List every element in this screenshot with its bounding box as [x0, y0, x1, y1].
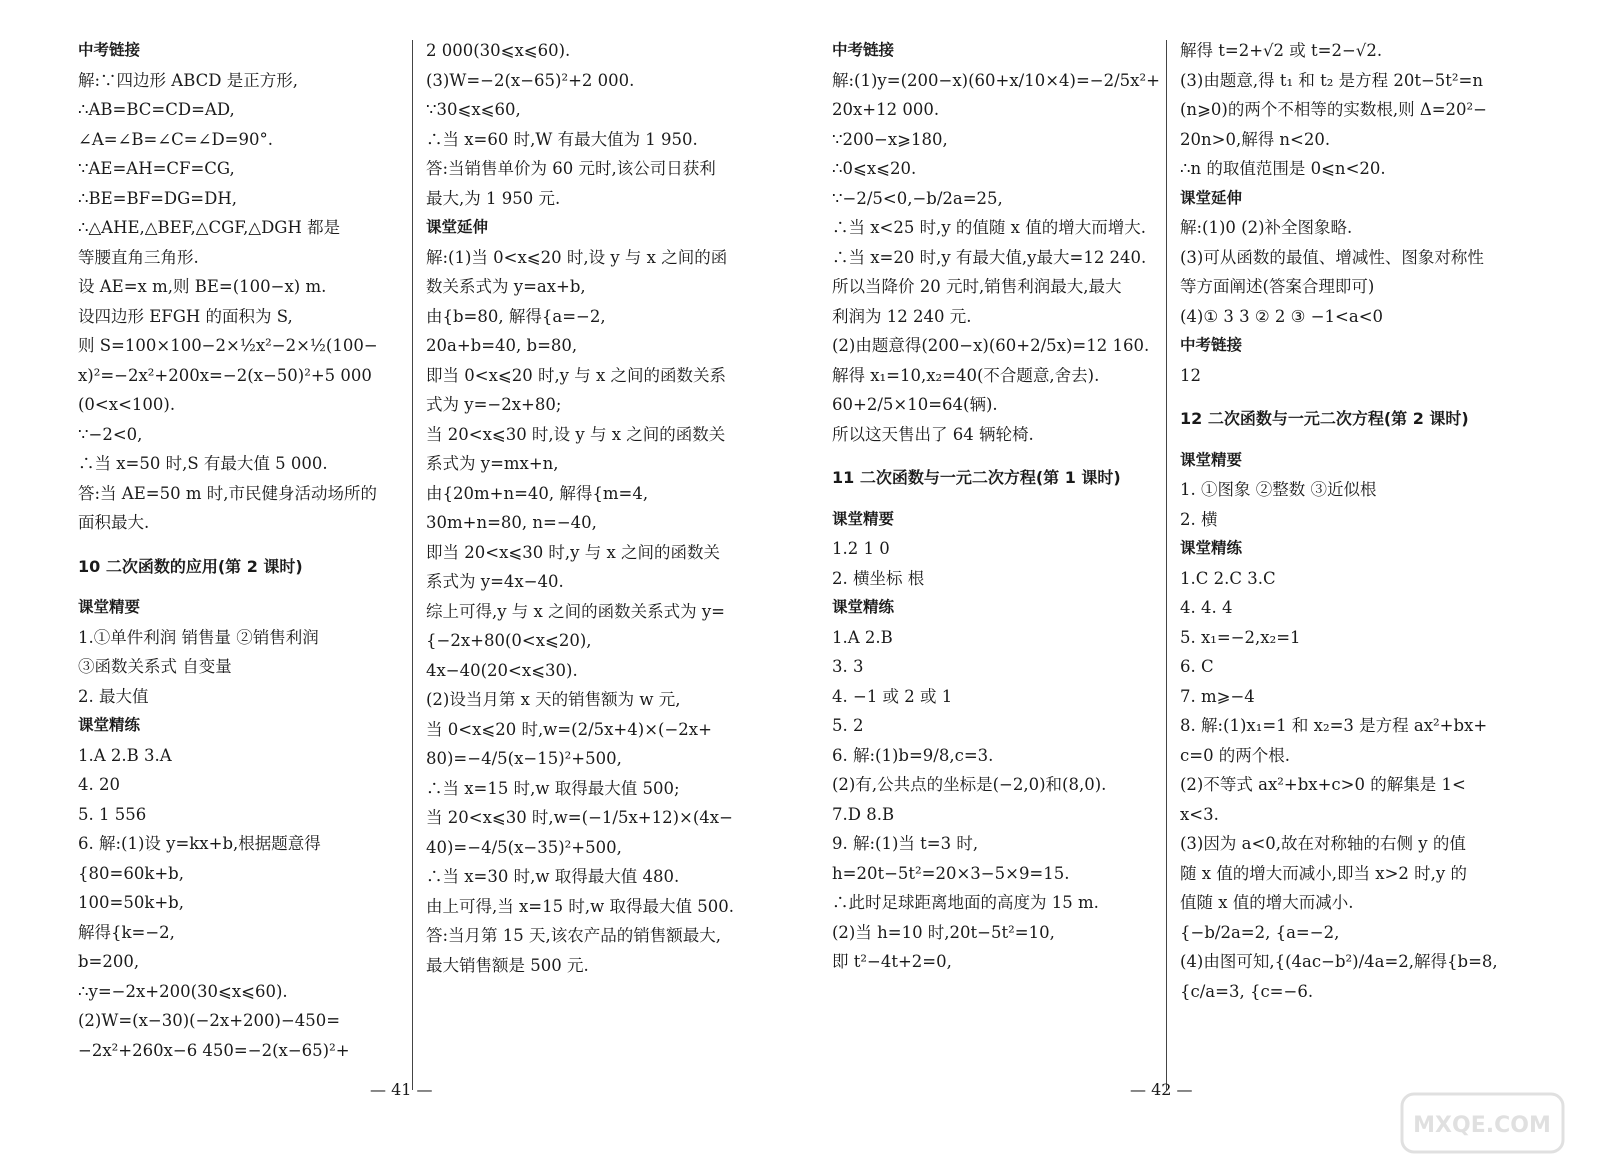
- subsection-heading: 课堂精练: [78, 716, 141, 734]
- text-line: {c/a=3, {c=−6.: [1180, 981, 1314, 1001]
- text-line: x)²=−2x²+200x=−2(x−50)²+5 000: [78, 365, 372, 385]
- text-line: 解得{k=−2,: [78, 922, 175, 942]
- text-line: ∠A=∠B=∠C=∠D=90°.: [78, 129, 273, 149]
- column-1: [78, 36, 416, 1065]
- text-line: ∴当 x<25 时,y 的值随 x 值的增大而增大.: [832, 218, 1146, 237]
- text-line: 9. 解:(1)当 t=3 时,: [832, 834, 979, 853]
- text-line: 30m+n=80, n=−40,: [426, 513, 597, 532]
- text-line: (2)当 h=10 时,20t−5t²=10,: [832, 922, 1055, 942]
- subsection-heading: 课堂延伸: [1180, 188, 1243, 207]
- text-line: 4. −1 或 2 或 1: [832, 686, 953, 706]
- text-line: (2)W=(x−30)(−2x+200)−450=: [78, 1011, 341, 1030]
- text-line: (0<x<100).: [78, 395, 176, 414]
- text-line: 由{b=80, 解得{a=−2,: [426, 306, 606, 326]
- text-line: 1.C 2.C 3.C: [1180, 568, 1276, 588]
- text-line: ∴△AHE,△BEF,△CGF,△DGH 都是: [78, 218, 341, 237]
- text-line: 系式为 y=4x−40.: [426, 572, 564, 591]
- text-line: 7. m⩾−4: [1180, 686, 1255, 706]
- text-line: 4. 4. 4: [1180, 598, 1233, 617]
- text-line: ∴n 的取值范围是 0⩽n<20.: [1180, 159, 1386, 178]
- svg-text:MXQE.COM: MXQE.COM: [1413, 1113, 1551, 1138]
- text-line: 1.①单件利润 销售量 ②销售利润: [78, 627, 319, 647]
- section-title: 10 二次函数的应用(第 2 课时): [78, 556, 303, 576]
- column-divider-left: [412, 40, 413, 1090]
- text-line: ∴此时足球距离地面的高度为 15 m.: [832, 893, 1099, 912]
- text-line: 随 x 值的增大而减小,即当 x>2 时,y 的: [1180, 863, 1467, 883]
- text-line: 式为 y=−2x+80;: [426, 395, 562, 414]
- text-line: c=0 的两个根.: [1180, 745, 1291, 765]
- text-line: 即当 0<x⩽20 时,y 与 x 之间的函数关系: [426, 365, 727, 385]
- text-line: 6. 解:(1)b=9/8,c=3.: [832, 745, 994, 765]
- text-line: 2 000(30⩽x⩽60).: [426, 41, 571, 60]
- text-line: (2)不等式 ax²+bx+c>0 的解集是 1<: [1180, 775, 1466, 794]
- subsection-heading: 中考链接: [832, 41, 895, 59]
- text-line: 2. 横: [1180, 509, 1218, 529]
- text-line: ∵−2<0,: [78, 424, 143, 444]
- text-line: 1. ①图象 ②整数 ③近似根: [1180, 480, 1377, 499]
- text-line: 即当 20<x⩽30 时,y 与 x 之间的函数关: [426, 542, 721, 562]
- text-line: 答:当 AE=50 m 时,市民健身活动场所的: [78, 483, 377, 503]
- text-line: ∴当 x=20 时,y 有最大值,y最大=12 240.: [832, 247, 1147, 267]
- text-line: 系式为 y=mx+n,: [426, 454, 559, 473]
- text-line: (4)① 3 3 ② 2 ③ −1<a<0: [1180, 306, 1384, 326]
- page-number-right: — 42 —: [1130, 1080, 1193, 1099]
- text-line: ∵30⩽x⩽60,: [426, 100, 521, 119]
- text-line: 最大销售额是 500 元.: [426, 955, 589, 975]
- text-line: 6. C: [1180, 657, 1214, 676]
- text-line: 1.A 2.B 3.A: [78, 745, 172, 765]
- text-line: 值随 x 值的增大而减小.: [1180, 893, 1354, 912]
- text-line: 设四边形 EFGH 的面积为 S,: [78, 306, 293, 326]
- text-line: 当 20<x⩽30 时,w=(−1/5x+12)×(4x−: [426, 808, 733, 827]
- text-line: (3)W=−2(x−65)²+2 000.: [426, 70, 635, 90]
- text-line: ∴0⩽x⩽20.: [832, 159, 917, 178]
- text-line: 80)=−4/5(x−15)²+500,: [426, 749, 622, 768]
- text-line: ∵−2/5<0,−b/2a=25,: [832, 188, 1003, 208]
- text-line: 12: [1180, 365, 1201, 385]
- text-line: 2. 最大值: [78, 686, 149, 706]
- text-line: ∵200−x⩾180,: [832, 129, 948, 149]
- text-line: b=200,: [78, 952, 140, 971]
- text-line: 4. 20: [78, 775, 120, 794]
- text-line: 40)=−4/5(x−35)²+500,: [426, 837, 622, 857]
- text-line: h=20t−5t²=20×3−5×9=15.: [832, 863, 1070, 883]
- text-line: (2)有,公共点的坐标是(−2,0)和(8,0).: [832, 775, 1107, 794]
- text-line: 解得 x₁=10,x₂=40(不合题意,舍去).: [832, 365, 1100, 385]
- text-line: 则 S=100×100−2×½x²−2×½(100−: [78, 336, 378, 355]
- subsection-heading: 课堂精要: [1180, 450, 1243, 469]
- text-line: 60+2/5×10=64(辆).: [832, 395, 998, 414]
- subsection-heading: 课堂精练: [832, 598, 895, 616]
- section-title: 11 二次函数与一元二次方程(第 1 课时): [832, 468, 1121, 487]
- watermark-logo: [1400, 1092, 1565, 1154]
- text-line: {−b/2a=2, {a=−2,: [1180, 922, 1340, 942]
- text-line: 2. 横坐标 根: [832, 568, 925, 588]
- text-line: 由{20m+n=40, 解得{m=4,: [426, 483, 649, 503]
- text-line: 利润为 12 240 元.: [832, 306, 972, 326]
- column-2: [426, 36, 764, 980]
- text-line: 1.2 1 0: [832, 539, 890, 558]
- text-line: 100=50k+b,: [78, 893, 184, 912]
- text-line: 所以当降价 20 元时,销售利润最大,最大: [832, 277, 1122, 296]
- text-line: ∴当 x=60 时,W 有最大值为 1 950.: [426, 129, 698, 149]
- text-line: ∴BE=BF=DG=DH,: [78, 188, 237, 208]
- text-line: ③函数关系式 自变量: [78, 657, 232, 676]
- text-line: 解:(1)0 (2)补全图象略.: [1180, 218, 1353, 237]
- text-line: 4x−40(20<x⩽30).: [426, 660, 578, 680]
- text-line: 即 t²−4t+2=0,: [832, 952, 952, 971]
- text-line: 解:∵四边形 ABCD 是正方形,: [78, 70, 298, 90]
- subsection-heading: 课堂精练: [1180, 539, 1243, 557]
- text-line: 6. 解:(1)设 y=kx+b,根据题意得: [78, 834, 321, 853]
- text-line: {−2x+80(0<x⩽20),: [426, 631, 592, 650]
- text-line: 面积最大.: [78, 513, 150, 532]
- text-line: 5. 2: [832, 716, 864, 735]
- text-line: 5. 1 556: [78, 804, 147, 824]
- text-line: 20x+12 000.: [832, 100, 940, 119]
- text-line: (4)由图可知,{(4ac−b²)/4a=2,解得{b=8,: [1180, 952, 1498, 971]
- section-title: 12 二次函数与一元二次方程(第 2 课时): [1180, 409, 1469, 428]
- text-line: ∴AB=BC=CD=AD,: [78, 100, 235, 119]
- text-line: 解:(1)y=(200−x)(60+x/10×4)=−2/5x²+: [832, 70, 1160, 90]
- text-line: ∵AE=AH=CF=CG,: [78, 159, 235, 178]
- column-4: [1180, 36, 1518, 1006]
- subsection-heading: 中考链接: [1180, 336, 1243, 354]
- text-line: 1.A 2.B: [832, 627, 893, 647]
- text-line: (3)可从函数的最值、增减性、图象对称性: [1180, 247, 1484, 267]
- subsection-heading: 课堂延伸: [426, 218, 489, 236]
- text-line: 综上可得,y 与 x 之间的函数关系式为 y=: [426, 601, 725, 621]
- text-line: (n⩾0)的两个不相等的实数根,则 Δ=20²−: [1180, 100, 1487, 119]
- text-line: 当 20<x⩽30 时,设 y 与 x 之间的函数关: [426, 424, 726, 444]
- text-line: x<3.: [1180, 804, 1219, 824]
- text-line: 等腰直角三角形.: [78, 247, 199, 267]
- text-line: ∴当 x=50 时,S 有最大值 5 000.: [78, 454, 328, 473]
- subsection-heading: 课堂精要: [832, 509, 895, 528]
- text-line: 8. 解:(1)x₁=1 和 x₂=3 是方程 ax²+bx+: [1180, 716, 1488, 735]
- text-line: 20n>0,解得 n<20.: [1180, 129, 1331, 149]
- text-line: 答:当销售单价为 60 元时,该公司日获利: [426, 159, 716, 178]
- text-line: 20a+b=40, b=80,: [426, 336, 578, 355]
- text-line: 5. x₁=−2,x₂=1: [1180, 627, 1301, 647]
- text-line: {80=60k+b,: [78, 863, 184, 883]
- text-line: 最大,为 1 950 元.: [426, 188, 561, 208]
- text-line: 答:当月第 15 天,该农产品的销售额最大,: [426, 926, 722, 945]
- text-line: 由上可得,当 x=15 时,w 取得最大值 500.: [426, 896, 734, 916]
- text-line: ∴当 x=15 时,w 取得最大值 500;: [426, 778, 680, 798]
- text-line: 7.D 8.B: [832, 804, 895, 824]
- text-line: (3)由题意,得 t₁ 和 t₂ 是方程 20t−5t²=n: [1180, 70, 1483, 90]
- text-line: (2)由题意得(200−x)(60+2/5x)=12 160.: [832, 336, 1150, 355]
- text-line: 等方面阐述(答案合理即可): [1180, 277, 1375, 296]
- text-line: 解得 t=2+√2 或 t=2−√2.: [1180, 41, 1383, 60]
- text-line: 3. 3: [832, 657, 864, 676]
- subsection-heading: 中考链接: [78, 41, 141, 59]
- text-line: ∴当 x=30 时,w 取得最大值 480.: [426, 867, 680, 886]
- text-line: (2)设当月第 x 天的销售额为 w 元,: [426, 690, 681, 709]
- text-line: −2x²+260x−6 450=−2(x−65)²+: [78, 1040, 350, 1060]
- text-line: ∴y=−2x+200(30⩽x⩽60).: [78, 981, 288, 1001]
- text-line: 解:(1)当 0<x⩽20 时,设 y 与 x 之间的函: [426, 247, 728, 267]
- text-line: 当 0<x⩽20 时,w=(2/5x+4)×(−2x+: [426, 719, 712, 739]
- column-divider-right: [1166, 40, 1167, 1090]
- page-number-left: — 41 —: [370, 1080, 433, 1099]
- text-line: 设 AE=x m,则 BE=(100−x) m.: [78, 277, 327, 296]
- text-line: 所以这天售出了 64 辆轮椅.: [832, 424, 1034, 444]
- text-line: (3)因为 a<0,故在对称轴的右侧 y 的值: [1180, 834, 1466, 853]
- text-line: 数关系式为 y=ax+b,: [426, 277, 586, 296]
- subsection-heading: 课堂精要: [78, 598, 141, 616]
- column-3: [832, 36, 1170, 977]
